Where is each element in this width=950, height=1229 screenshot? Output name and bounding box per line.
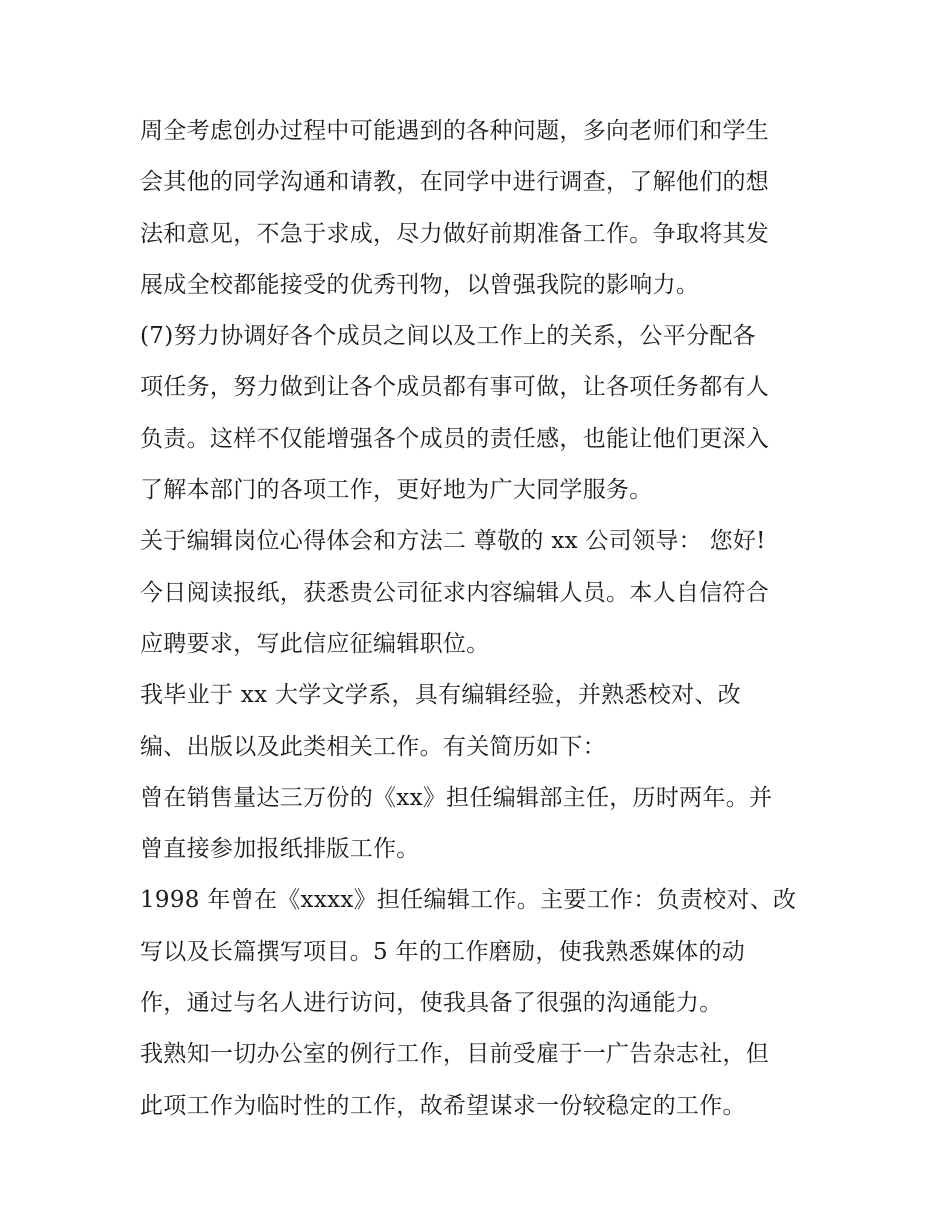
text-line: 曾在销售量达三万份的《xx》担任编辑部主任，历时两年。并: [140, 784, 773, 811]
text-line: 编、出版以及此类相关工作。有关简历如下：: [140, 733, 606, 760]
text-line: 会其他的同学沟通和请教，在同学中进行调查，了解他们的想: [140, 169, 770, 196]
text-line: 我毕业于 xx 大学文学系，具有编辑经验，并熟悉校对、改: [140, 682, 741, 709]
text-line: 我熟知一切办公室的例行工作，目前受雇于一广告杂志社，但: [140, 1041, 770, 1068]
text-line: 周全考虑创办过程中可能遇到的各种问题，多向老师们和学生: [140, 118, 770, 144]
text-line: 此项工作为临时性的工作，故希望谋求一份较稳定的工作。: [140, 1092, 746, 1119]
text-line: 了解本部门的各项工作，更好地为广大同学服务。: [140, 477, 653, 504]
text-line: 作，通过与名人进行访问，使我具备了很强的沟通能力。: [140, 990, 723, 1017]
document-body: [140, 106, 820, 1132]
text-line: 应聘要求，写此信应征编辑职位。: [140, 630, 490, 657]
text-line: 法和意见，不急于求成，尽力做好前期准备工作。争取将其发: [140, 220, 770, 247]
text-line: 关于编辑岗位心得体会和方法二 尊敬的 xx 公司领导： 您好!: [140, 528, 766, 555]
text-line: 1998 年曾在《xxxx》担任编辑工作。主要工作：负责校对、改: [140, 887, 797, 914]
text-line: 写以及长篇撰写项目。5 年的工作磨励，使我熟悉媒体的动: [140, 938, 746, 965]
text-line: (7)努力协调好各个成员之间以及工作上的关系，公平分配各: [140, 323, 756, 350]
text-line: 曾直接参加报纸排版工作。: [140, 836, 420, 863]
text-line: 今日阅读报纸，获悉贵公司征求内容编辑人员。本人自信符合: [140, 579, 770, 606]
text-line: 项任务，努力做到让各个成员都有事可做，让各项任务都有人: [140, 374, 770, 401]
text-line: 展成全校都能接受的优秀刊物，以曾强我院的影响力。: [140, 271, 700, 298]
text-line: 负责。这样不仅能增强各个成员的责任感，也能让他们更深入: [140, 425, 770, 452]
